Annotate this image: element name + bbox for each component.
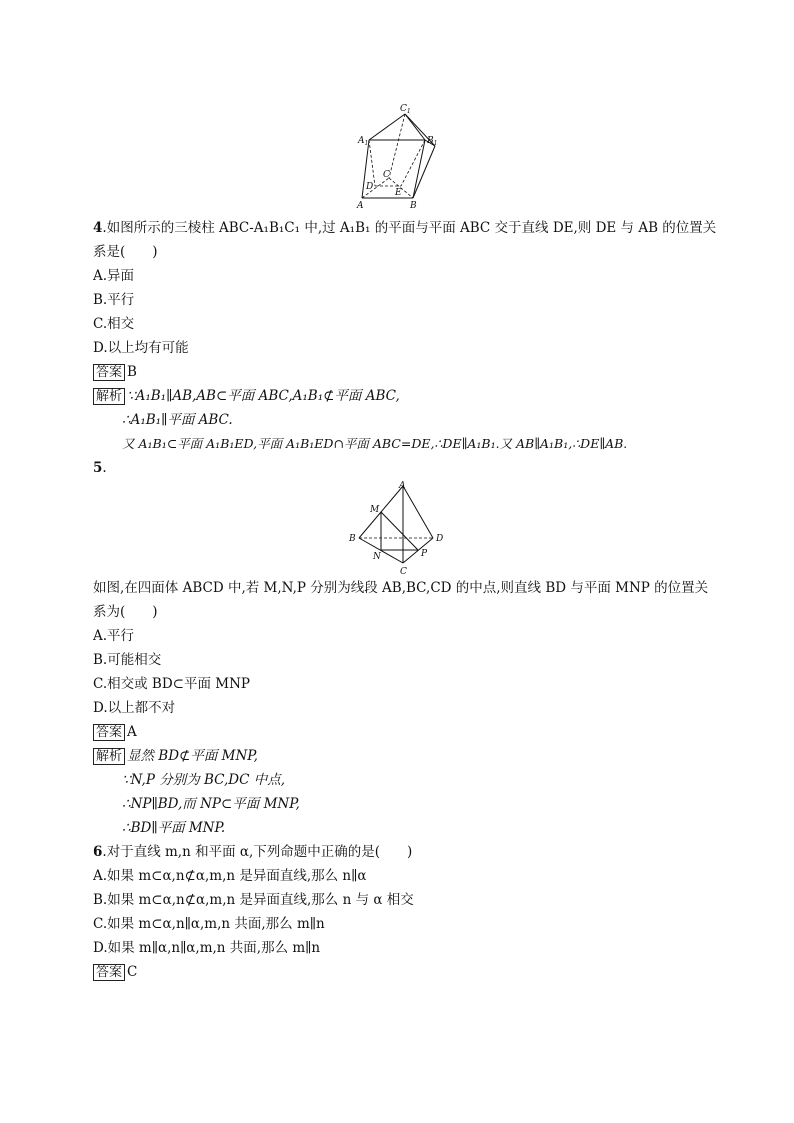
q5-stem-line1: 如图,在四面体 ABCD 中,若 M,N,P 分别为线段 AB,BC,CD 的中点,则直线 BD 与平面 MNP 的位置关 — [93, 580, 709, 596]
q5-option-d: D.以上都不对 — [93, 700, 176, 716]
label-a1: $A_1$ — [358, 136, 369, 147]
tetra-label-b: B — [349, 534, 356, 544]
prism-figure — [355, 100, 445, 210]
label-e: E — [395, 188, 402, 198]
tetrahedron-figure — [345, 478, 450, 576]
label-d: D — [366, 182, 374, 192]
analysis-tag: 解析 — [93, 748, 125, 765]
answer-tag: 答案 — [93, 724, 125, 741]
q6-option-d: D.如果 m∥α,n∥α,m,n 共面,那么 m∥n — [93, 940, 321, 956]
answer-tag: 答案 — [93, 964, 125, 981]
label-b: B — [410, 201, 417, 210]
analysis-tag: 解析 — [93, 388, 125, 405]
label-c1: $C_1$ — [400, 104, 411, 115]
q4-analysis-line2: ∴A₁B₁∥平面 ABC. — [122, 412, 233, 428]
q4-option-b: B.平行 — [93, 292, 135, 308]
q5-option-c: C.相交或 BD⊂平面 MNP — [93, 676, 250, 692]
q6-option-b: B.如果 m⊂α,n⊄α,m,n 是异面直线,那么 n 与 α 相交 — [93, 892, 414, 908]
q5-analysis-line4: ∴BD∥平面 MNP. — [122, 820, 226, 836]
q6-option-c: C.如果 m⊂α,n∥α,m,n 共面,那么 m∥n — [93, 916, 325, 932]
q5-option-a: A.平行 — [93, 628, 135, 644]
q6-stem: 6.对于直线 m,n 和平面 α,下列命题中正确的是( ) — [93, 844, 413, 860]
tetra-label-c: C — [400, 567, 407, 576]
q4-option-c: C.相交 — [93, 316, 135, 332]
q5-stem-line2: 系为( ) — [93, 604, 158, 620]
q5-answer: 答案 A — [93, 723, 137, 741]
q5-option-b: B.可能相交 — [93, 652, 162, 668]
q4-analysis-line3: 又 A₁B₁⊂平面 A₁B₁ED,平面 A₁B₁ED∩平面 ABC=DE,∴DE∥A₁B₁.又 AB∥A₁B₁,∴DE∥AB. — [122, 436, 628, 451]
tetra-label-a: A — [399, 481, 406, 491]
q4-option-d: D.以上均有可能 — [93, 340, 189, 356]
label-a: A — [357, 201, 364, 210]
q5-analysis-line3: ∴NP∥BD,而 NP⊂平面 MNP, — [122, 796, 300, 812]
q4-analysis-line1: 解析 ∵A₁B₁∥AB,AB⊂平面 ABC,A₁B₁⊄平面 ABC, — [93, 387, 400, 405]
label-c: C — [383, 170, 390, 180]
tetra-label-m: M — [370, 505, 380, 515]
answer-tag: 答案 — [93, 364, 125, 381]
q4-stem-line2: 系是( ) — [93, 244, 158, 260]
q6-answer: 答案 C — [93, 963, 137, 981]
tetra-label-n: N — [373, 552, 381, 562]
q5-number: 5. — [93, 460, 107, 476]
q4-answer: 答案 B — [93, 363, 137, 381]
q6-number: 6 — [93, 844, 103, 860]
q4-number: 4 — [93, 220, 103, 236]
q5-analysis-line1: 解析 显然 BD⊄平面 MNP, — [93, 747, 258, 765]
label-b1: $B_1$ — [427, 136, 438, 147]
tetra-label-p: P — [421, 549, 428, 559]
q4-option-a: A.异面 — [93, 268, 135, 284]
q5-analysis-line2: ∵N,P 分别为 BC,DC 中点, — [122, 772, 286, 788]
q6-option-a: A.如果 m⊂α,n⊄α,m,n 是异面直线,那么 n∥α — [93, 868, 367, 884]
tetra-label-d: D — [436, 534, 444, 544]
q4-stem-line1: 4.如图所示的三棱柱 ABC-A₁B₁C₁ 中,过 A₁B₁ 的平面与平面 ABC 交于直线 DE,则 DE 与 AB 的位置关 — [93, 220, 717, 236]
